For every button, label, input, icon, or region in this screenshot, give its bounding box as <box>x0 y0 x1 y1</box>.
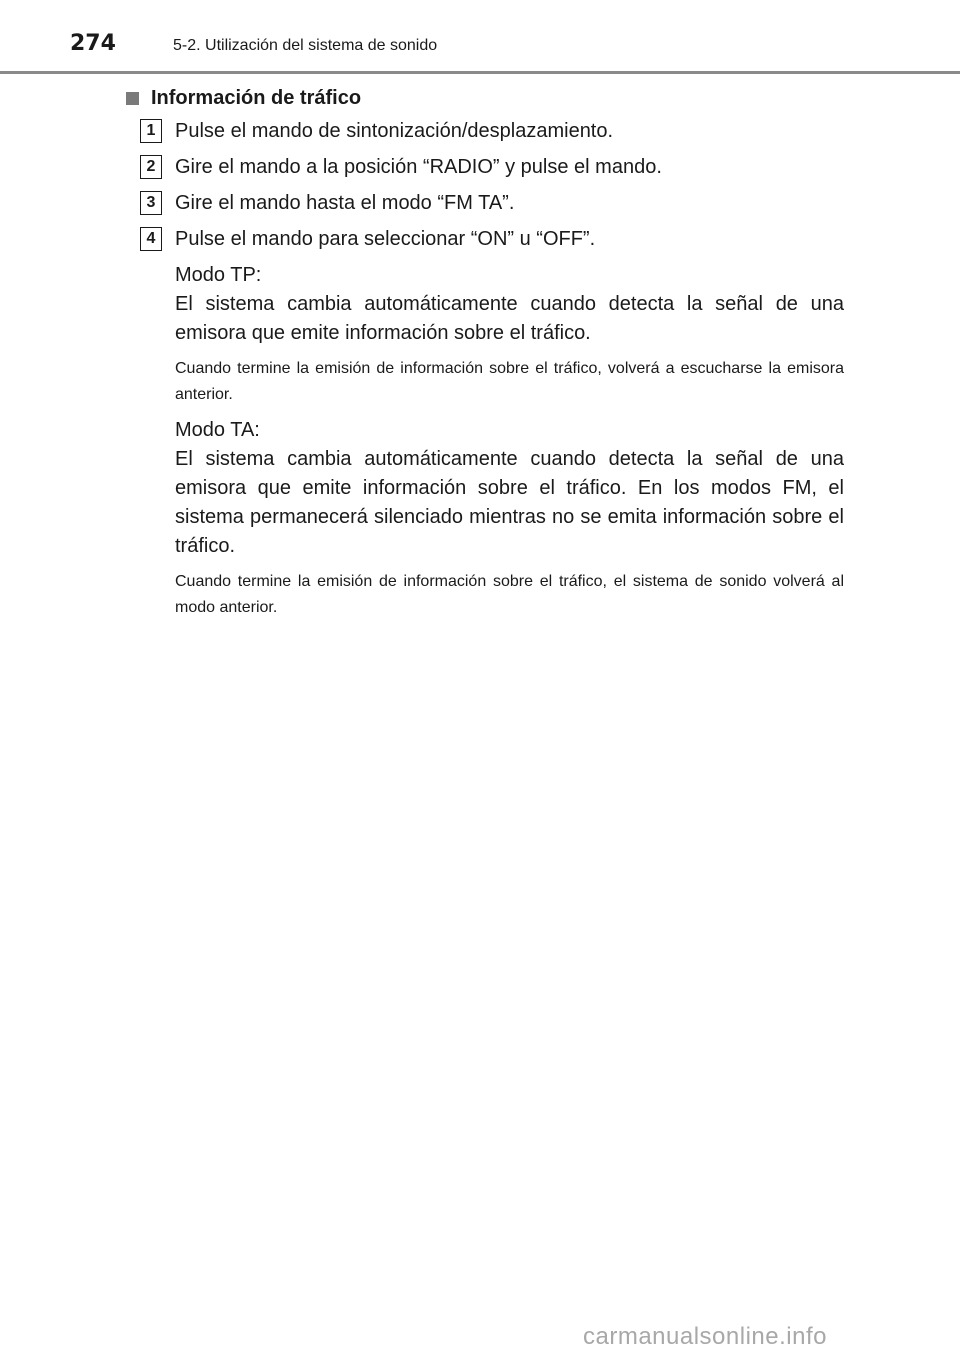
section-title: 5-2. Utilización del sistema de sonido <box>173 37 438 54</box>
square-bullet-icon <box>126 92 139 105</box>
step-text: Gire el mando a la posición “RADIO” y pulse el mando. <box>175 155 662 178</box>
section-heading-text: Información de tráfico <box>151 87 362 109</box>
page-header <box>0 0 960 76</box>
step-1 <box>140 119 613 143</box>
step-number-badge: 2 <box>140 155 162 179</box>
step-2 <box>140 155 662 179</box>
header-divider <box>0 71 960 74</box>
step-text: Pulse el mando de sintonización/desplazamiento. <box>175 119 614 142</box>
mode-title: Modo TA: <box>175 419 260 441</box>
step-number-badge: 4 <box>140 227 162 251</box>
mode-ta-block <box>175 416 844 621</box>
section-heading <box>126 87 361 110</box>
mode-note: Cuando termine la emisión de información sobre el tráfico, el sistema de sonido volverá al modo anterior. <box>175 573 844 616</box>
mode-note: Cuando termine la emisión de información sobre el tráfico, volverá a escucharse la emisora anterior. <box>175 360 844 403</box>
step-number-badge: 3 <box>140 191 162 215</box>
step-text: Pulse el mando para seleccionar “ON” u “OFF”. <box>175 227 596 250</box>
mode-description: El sistema cambia automáticamente cuando detecta la señal de una emisora que emite información sobre el tráfico. <box>175 293 844 344</box>
page-number: 274 <box>70 31 116 56</box>
step-3 <box>140 191 514 215</box>
mode-tp-block <box>175 261 844 408</box>
watermark: carmanualsonline.info <box>583 1323 827 1350</box>
step-4 <box>140 227 595 251</box>
mode-title: Modo TP: <box>175 264 262 286</box>
mode-description: El sistema cambia automáticamente cuando detecta la señal de una emisora que emite información sobre el tráfico. En los modos FM, el sistema permanecerá silenciado mientras no se emita información sobre el tráfico. <box>175 448 844 557</box>
step-number-badge: 1 <box>140 119 162 143</box>
step-text: Gire el mando hasta el modo “FM TA”. <box>175 191 515 214</box>
